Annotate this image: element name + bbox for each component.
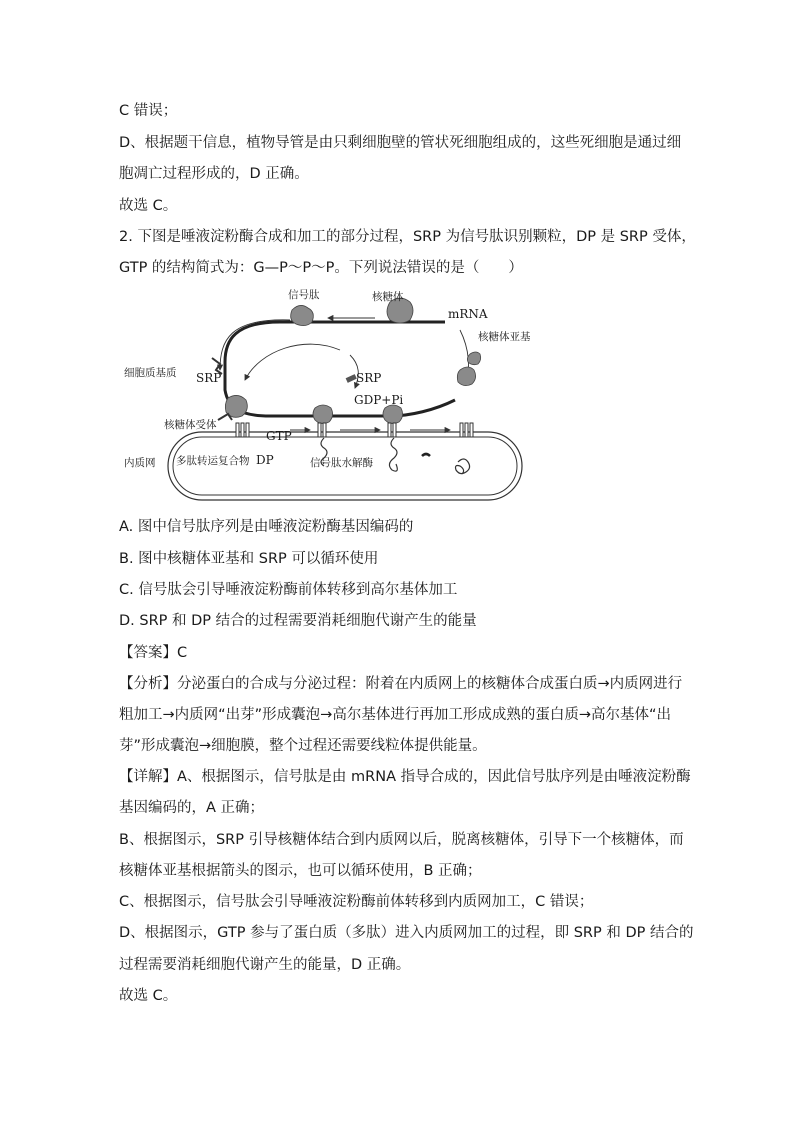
ribosome-shape [313, 405, 333, 424]
receptor-shape [470, 423, 473, 437]
mrna-strand [225, 322, 455, 416]
label-gdp-pi: GDP+Pi [354, 393, 404, 407]
analysis-line: 芽”形成囊泡→细胞膜，整个过程还需要线粒体提供能量。 [119, 738, 487, 754]
explanation-line: 【详解】A、根据图示，信号肽是由 mRNA 指导合成的，因此信号肽序列是由唾液淀粉酶 [119, 769, 691, 785]
receptor-shape [318, 423, 321, 437]
label-ribosome: 核糖体 [372, 291, 404, 303]
question-stem: GTP 的结构简式为：G—P～P～P。下列说法错误的是（ ） [119, 260, 523, 276]
label-srp-mid: SRP [356, 371, 382, 385]
ribosome-shape [457, 367, 475, 386]
ribosome-shape [383, 405, 403, 424]
label-cytoplasm: 细胞质基质 [124, 367, 177, 379]
receptor-shape [388, 423, 391, 437]
receptor-shape [460, 423, 463, 437]
ribosome-shape [291, 305, 314, 325]
label-gtp: GTP [266, 429, 292, 443]
label-ribosome-receptor: 核糖体受体 [164, 419, 217, 431]
explanation-line: B、根据图示，SRP 引导核糖体结合到内质网以后，脱离核糖体，引导下一个核糖体，而 [119, 832, 684, 848]
explanation-line: D、根据图示，GTP 参与了蛋白质（多肽）进入内质网加工的过程，即 SRP 和 DP 结合的 [119, 925, 694, 941]
ribosome-shape [467, 352, 480, 365]
text-line: 胞凋亡过程形成的，D 正确。 [119, 166, 309, 182]
explanation-line: 基因编码的，A 正确； [119, 800, 265, 816]
cycle-arrow-inner [245, 344, 340, 380]
conclusion: 故选 C。 [119, 988, 178, 1004]
receptor-shape [246, 423, 249, 437]
signal-peptide-fragment [422, 454, 430, 456]
explanation-line: 过程需要消耗细胞代谢产生的能量，D 正确。 [119, 957, 411, 973]
label-signal-peptide: 信号肽 [288, 289, 320, 301]
receptor-shape [323, 423, 326, 437]
peptide-chain [389, 438, 397, 471]
explanation-line: C、根据图示，信号肽会引导唾液淀粉酶前体转移到内质网加工，C 错误； [119, 894, 594, 910]
analysis-line: 粗加工→内质网“出芽”形成囊泡→高尔基体进行再加工形成成熟的蛋白质→高尔基体“出 [119, 707, 671, 723]
label-dp: DP [256, 453, 274, 467]
receptor-shape [465, 423, 468, 437]
cycle-arrow-outer [220, 320, 290, 370]
folded-protein [456, 459, 470, 474]
option-c: C. 信号肽会引导唾液淀粉酶前体转移到高尔基体加工 [119, 582, 458, 598]
srp-pathway-diagram [110, 280, 530, 510]
label-mrna: mRNA [448, 307, 488, 321]
option-b: B. 图中核糖体亚基和 SRP 可以循环使用 [119, 551, 379, 567]
label-er: 内质网 [124, 457, 156, 469]
explanation-line: 核糖体亚基根据箭头的图示，也可以循环使用，B 正确； [119, 863, 482, 879]
text-line: C 错误； [119, 103, 178, 119]
analysis-line: 【分析】分泌蛋白的合成与分泌过程：附着在内质网上的核糖体合成蛋白质→内质网进行 [119, 676, 683, 692]
question-stem: 2. 下图是唾液淀粉酶合成和加工的部分过程，SRP 为信号肽识别颗粒，DP 是 SRP 受体， [119, 229, 696, 245]
label-srp-left: SRP [196, 371, 222, 385]
option-a: A. 图中信号肽序列是由唾液淀粉酶基因编码的 [119, 519, 414, 535]
answer: 【答案】C [119, 645, 188, 661]
label-translocon: 多肽转运复合物 [176, 455, 250, 467]
option-d: D. SRP 和 DP 结合的过程需要消耗细胞代谢产生的能量 [119, 613, 477, 629]
label-peptidase: 信号肽水解酶 [310, 457, 373, 469]
text-line: D、根据题干信息，植物导管是由只剩细胞壁的管状死细胞组成的，这些死细胞是通过细 [119, 135, 682, 151]
receptor-shape [241, 423, 244, 437]
text-line: 故选 C。 [119, 198, 178, 214]
receptor-shape [236, 423, 239, 437]
label-ribosome-subunit: 核糖体亚基 [478, 331, 530, 343]
receptor-shape [393, 423, 396, 437]
